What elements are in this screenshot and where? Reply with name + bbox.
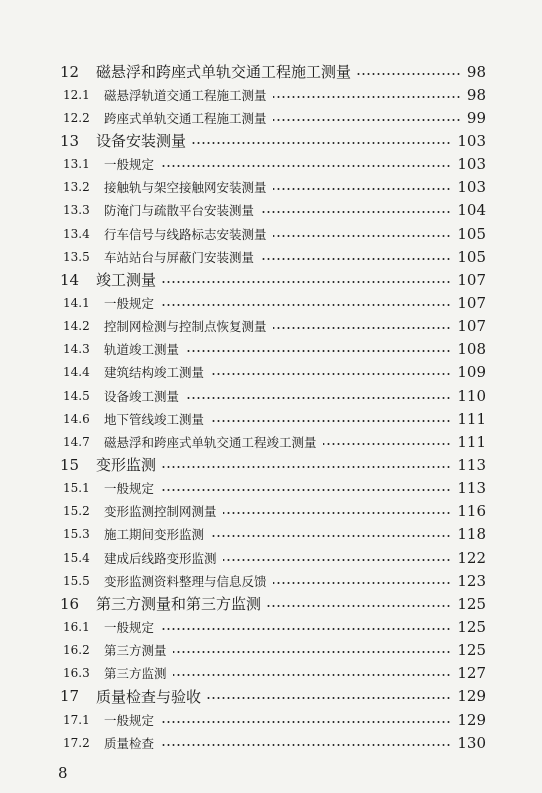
toc-section-row[interactable] [0,523,542,546]
toc-entry-title: 变形监测控制网测量 [104,504,217,520]
toc-entry-number: 13.3 [63,203,90,218]
toc-chapter-row[interactable] [0,592,542,615]
toc-entry-page: 129 [457,710,486,729]
toc-dot-leader [273,327,451,329]
toc-entry-number: 15.1 [63,481,90,496]
toc-entry-number: 17.2 [63,735,90,750]
toc-entry-number: 15.3 [63,527,90,542]
toc-entry-number: 16.2 [63,643,90,658]
toc-dot-leader [173,674,451,676]
toc-entry-number: 16.3 [63,666,90,681]
toc-entry-page: 130 [457,733,486,752]
toc-entry-number: 14.4 [63,365,90,380]
toc-entry-page: 113 [457,455,486,474]
toc-entry-number: 15.5 [63,573,90,588]
toc-section-row[interactable] [0,384,542,407]
toc-entry-title: 一般规定 [104,712,155,728]
toc-entry-title: 地下管线竣工测量 [104,411,205,427]
toc-dot-leader [273,235,451,237]
toc-dot-leader [160,628,451,630]
toc-chapter-row[interactable] [0,453,542,476]
toc-entry-number: 14.3 [63,342,90,357]
toc-entry-page: 113 [457,479,486,498]
toc-entry-title: 一般规定 [104,157,155,173]
toc-entry-title: 行车信号与线路标志安装测量 [104,226,267,242]
toc-entry-number: 13.5 [63,249,90,264]
toc-entry-page: 105 [457,247,486,266]
toc-entry-page: 110 [457,386,486,405]
toc-entry-page: 103 [457,155,486,174]
toc-entry-number: 15 [60,455,80,474]
toc-section-row[interactable] [0,430,542,453]
toc-section-row[interactable] [0,245,542,268]
toc-section-row[interactable] [0,153,542,176]
toc-entry-page: 107 [457,270,486,289]
toc-dot-leader [357,73,461,75]
toc-dot-leader [210,535,451,537]
toc-entry-page: 111 [457,409,486,428]
toc-entry-number: 14.1 [63,295,90,310]
toc-entry-page: 125 [457,617,486,636]
toc-entry-number: 13.1 [63,157,90,172]
toc-section-row[interactable] [0,546,542,569]
toc-dot-leader [223,512,451,514]
toc-dot-leader [260,211,451,213]
toc-entry-title: 磁悬浮轨道交通工程施工测量 [104,87,267,103]
toc-section-row[interactable] [0,569,542,592]
toc-entry-page: 125 [457,641,486,660]
toc-entry-number: 13.4 [63,226,90,241]
toc-dot-leader [210,420,451,422]
toc-dot-leader [160,165,451,167]
toc-chapter-row[interactable] [0,129,542,152]
toc-dot-leader [160,304,451,306]
toc-section-row[interactable] [0,615,542,638]
toc-dot-leader [162,466,451,468]
toc-entry-title: 控制网检测与控制点恢复测量 [104,319,267,335]
toc-dot-leader [185,350,451,352]
toc-entry-number: 14.5 [63,388,90,403]
toc-section-row[interactable] [0,338,542,361]
toc-entry-title: 防淹门与疏散平台安装测量 [104,203,255,219]
toc-entry-number: 12 [60,62,80,81]
toc-entry-title: 一般规定 [104,295,155,311]
toc-section-row[interactable] [0,222,542,245]
toc-entry-page: 129 [457,687,486,706]
toc-dot-leader [260,258,451,260]
toc-entry-number: 14.7 [63,434,90,449]
toc-section-row[interactable] [0,315,542,338]
toc-entry-number: 16.1 [63,619,90,634]
toc-section-row[interactable] [0,106,542,129]
toc-entry-page: 98 [466,85,486,104]
toc-dot-leader [267,605,451,607]
toc-entry-title: 变形监测资料整理与信息反馈 [104,573,267,589]
table-of-contents [0,60,542,754]
toc-dot-leader [273,119,461,121]
toc-dot-leader [185,397,451,399]
toc-entry-title: 质量检查 [104,735,155,751]
toc-entry-number: 17 [60,687,80,706]
toc-entry-title: 车站站台与屏蔽门安装测量 [104,249,255,265]
toc-section-row[interactable] [0,477,542,500]
toc-entry-title: 设备安装测量 [96,132,187,151]
toc-section-row[interactable] [0,662,542,685]
toc-entry-title: 设备竣工测量 [104,388,180,404]
toc-section-row[interactable] [0,500,542,523]
toc-entry-page: 98 [466,62,486,81]
toc-dot-leader [273,188,451,190]
toc-chapter-row[interactable] [0,685,542,708]
toc-dot-leader [160,489,451,491]
toc-entry-title: 质量检查与验收 [96,687,202,706]
toc-entry-page: 104 [457,201,486,220]
toc-entry-title: 轨道竣工测量 [104,342,180,358]
toc-section-row[interactable] [0,731,542,754]
toc-section-row[interactable] [0,639,542,662]
toc-entry-page: 103 [457,131,486,150]
toc-section-row[interactable] [0,83,542,106]
toc-entry-title: 磁悬浮和跨座式单轨交通工程施工测量 [96,63,352,82]
toc-entry-title: 建成后线路变形监测 [104,550,217,566]
toc-dot-leader [162,281,451,283]
toc-entry-title: 跨座式单轨交通工程施工测量 [104,110,267,126]
toc-entry-title: 第三方监测 [104,666,167,682]
toc-dot-leader [273,96,461,98]
toc-entry-page: 125 [457,594,486,613]
toc-entry-number: 13.2 [63,180,90,195]
toc-entry-page: 108 [457,340,486,359]
toc-entry-number: 12.2 [63,110,90,125]
toc-dot-leader [323,443,451,445]
toc-entry-title: 接触轨与架空接触网安装测量 [104,180,267,196]
page-number: 8 [58,764,68,782]
toc-entry-number: 13 [60,131,80,150]
toc-dot-leader [223,559,451,561]
toc-entry-title: 一般规定 [104,619,155,635]
toc-section-row[interactable] [0,708,542,731]
toc-chapter-row[interactable] [0,268,542,291]
toc-entry-page: 109 [457,363,486,382]
toc-dot-leader [207,697,451,699]
toc-entry-page: 127 [457,664,486,683]
toc-entry-page: 116 [457,502,486,521]
toc-entry-page: 123 [457,571,486,590]
toc-entry-page: 107 [457,293,486,312]
toc-section-row[interactable] [0,361,542,384]
toc-dot-leader [192,142,451,144]
toc-entry-number: 14 [60,270,80,289]
toc-dot-leader [173,651,451,653]
toc-entry-number: 12.1 [63,87,90,102]
toc-chapter-row[interactable] [0,60,542,83]
toc-entry-number: 14.2 [63,319,90,334]
toc-entry-number: 15.2 [63,504,90,519]
toc-entry-page: 118 [457,525,486,544]
toc-entry-number: 17.1 [63,712,90,727]
toc-dot-leader [210,373,451,375]
toc-entry-title: 第三方测量和第三方监测 [96,595,262,614]
toc-entry-title: 变形监测 [96,456,157,475]
toc-entry-page: 111 [457,432,486,451]
toc-entry-page: 107 [457,317,486,336]
toc-dot-leader [273,582,451,584]
toc-entry-number: 14.6 [63,411,90,426]
toc-entry-page: 103 [457,178,486,197]
toc-entry-number: 15.4 [63,550,90,565]
toc-entry-title: 一般规定 [104,481,155,497]
toc-entry-page: 122 [457,548,486,567]
toc-entry-title: 施工期间变形监测 [104,527,205,543]
toc-entry-number: 16 [60,594,80,613]
toc-dot-leader [160,721,451,723]
toc-section-row[interactable] [0,199,542,222]
toc-entry-page: 105 [457,224,486,243]
toc-entry-page: 99 [466,108,486,127]
toc-entry-title: 建筑结构竣工测量 [104,365,205,381]
toc-entry-title: 第三方测量 [104,643,167,659]
toc-section-row[interactable] [0,291,542,314]
toc-entry-title: 竣工测量 [96,271,157,290]
toc-entry-title: 磁悬浮和跨座式单轨交通工程竣工测量 [104,434,317,450]
toc-section-row[interactable] [0,407,542,430]
toc-section-row[interactable] [0,176,542,199]
toc-dot-leader [160,744,451,746]
